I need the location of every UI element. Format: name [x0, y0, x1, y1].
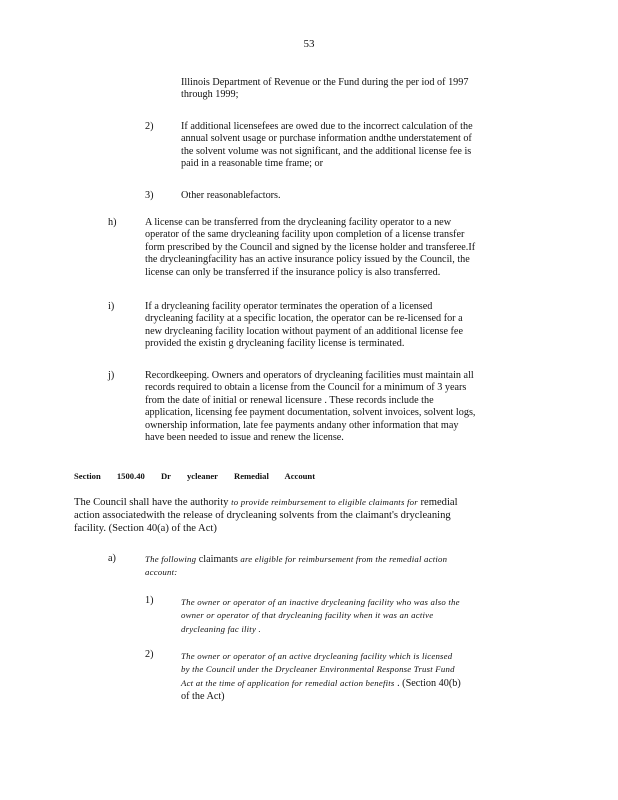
text-line: the drycleaningfacility has an active insurance policy issued by the Council, the — [145, 254, 470, 266]
text-run-italic: are eligible for reimbursement from the remedial action — [240, 554, 448, 564]
text-line: facility. (Section 40(a) of the Act) — [74, 522, 217, 534]
item-label-a1: 1) — [145, 595, 154, 606]
text-line: A license can be transferred from the drycleaning facility operator to a new — [145, 217, 452, 228]
text-line: of the Act) — [181, 691, 225, 703]
text-line: Recordkeeping. Owners and operators of drycleaning facilities must maintain all — [145, 370, 474, 381]
item-h-text — [145, 217, 530, 279]
text-line: owner or operator of that drycleaning facility when it was an active — [181, 610, 434, 621]
text-line: Illinois Department of Revenue or the Fund during the per iod of 1997 — [181, 77, 469, 88]
text-line: application, licensing fee payment documentation, solvent invoices, solvent logs, — [145, 407, 476, 419]
section-heading: Section 1500.40 Dr ycleaner Remedial Account — [74, 471, 316, 481]
item-a1-text — [181, 596, 541, 636]
text-line — [181, 677, 541, 690]
text-line: new drycleaning facility location without payment of an additional license fee — [145, 325, 463, 337]
text-run: remedial — [420, 497, 458, 508]
text-line: through 1999; — [181, 89, 239, 101]
text-line: annual solvent usage or purchase information andthe understatement of — [181, 133, 472, 145]
text-line: provided the existin g drycleaning facility license is terminated. — [145, 338, 405, 350]
page-number: 53 — [303, 38, 315, 50]
continuation-text — [181, 77, 526, 102]
item-3-text: Other reasonablefactors. — [181, 190, 281, 201]
text-line — [145, 553, 530, 566]
text-run-italic: to provide reimbursement to eligible claimants for — [231, 497, 418, 507]
item-label-3: 3) — [145, 190, 154, 201]
item-label-2: 2) — [145, 121, 154, 132]
text-line — [74, 496, 534, 510]
text-line: from the date of initial or renewal licensure . These records include the — [145, 394, 434, 406]
text-line: operator of the same drycleaning facility upon completion of a license transfer — [145, 229, 465, 241]
item-a-text — [145, 553, 530, 579]
text-line: have been needed to issue and renew the license. — [145, 432, 344, 444]
text-line: the solvent volume was not significant, and the additional license fee is — [181, 145, 472, 157]
text-run: . (Section 40(b) — [397, 677, 461, 689]
item-label-h: h) — [108, 217, 117, 228]
item-label-a: a) — [108, 553, 116, 564]
text-run: The Council shall have the authority — [74, 497, 229, 508]
text-line: form prescribed by the Council and signed by the license holder and transferee.If — [145, 241, 476, 253]
item-a2-text — [181, 650, 541, 704]
item-i-text — [145, 301, 530, 351]
item-label-j: j) — [108, 370, 115, 381]
item-label-i: i) — [108, 301, 115, 312]
text-line: drycleaning fac ility . — [181, 623, 261, 634]
text-line: The owner or operator of an active drycleaning facility which is licensed — [181, 651, 453, 661]
text-run: claimants — [198, 554, 238, 565]
text-line: records required to obtain a license from the Council for a minimum of 3 years — [145, 382, 467, 394]
text-run-italic: Act at the time of application for remedial action benefits — [181, 677, 395, 688]
text-run-italic: The following — [145, 554, 197, 564]
text-line: If additional licensefees are owed due to the incorrect calculation of the — [181, 121, 473, 132]
text-line: license can only be transferred if the insurance policy is also transferred. — [145, 266, 441, 278]
text-line: drycleaning facility at a specific location, the operator can be re-licensed for a — [145, 313, 463, 325]
text-line: paid in a reasonable time frame; or — [181, 158, 323, 170]
text-line: action associatedwith the release of drycleaning solvents from the claimant's drycleaning — [74, 509, 451, 521]
text-line: account: — [145, 567, 178, 578]
text-line: If a drycleaning facility operator terminates the operation of a licensed — [145, 301, 433, 312]
text-line: ownership information, late fee payments andany other information that may — [145, 419, 459, 431]
item-2-text — [181, 121, 526, 171]
item-j-text — [145, 370, 530, 444]
text-line: The owner or operator of an inactive drycleaning facility who was also the — [181, 597, 460, 607]
section-paragraph — [74, 496, 534, 535]
item-label-a2: 2) — [145, 649, 154, 660]
text-line: by the Council under the Drycleaner Environmental Response Trust Fund — [181, 664, 455, 675]
